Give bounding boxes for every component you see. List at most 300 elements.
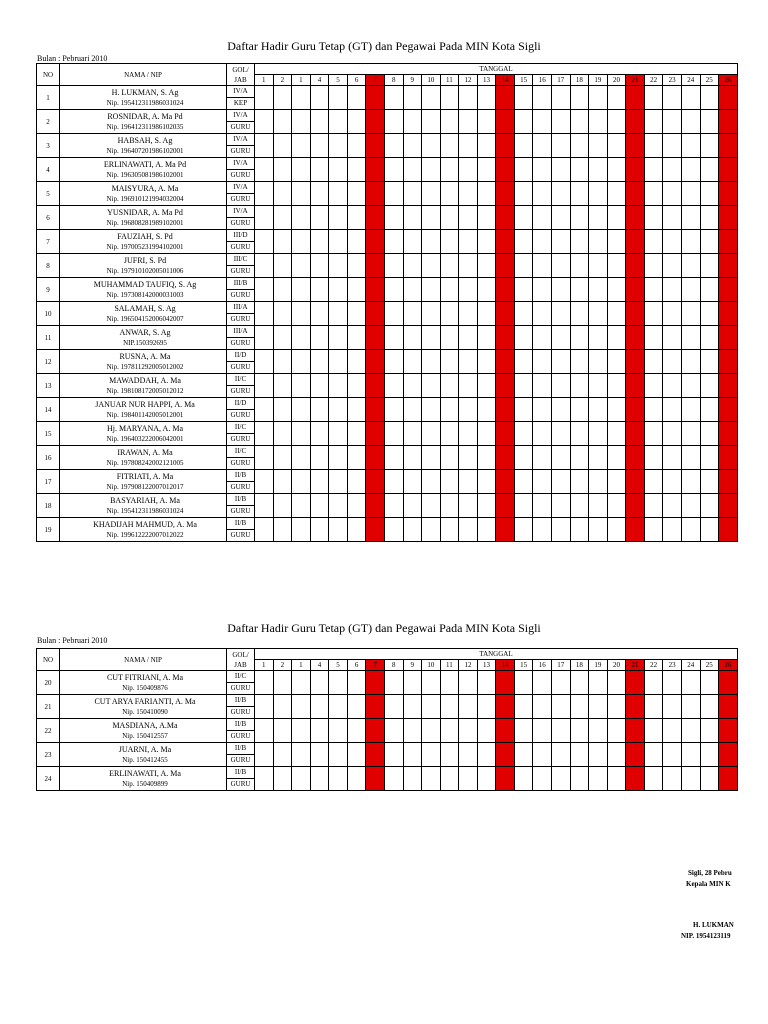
- attendance-cell[interactable]: [644, 743, 663, 767]
- attendance-cell[interactable]: [384, 446, 403, 470]
- attendance-cell[interactable]: [440, 743, 459, 767]
- attendance-cell[interactable]: [477, 302, 496, 326]
- attendance-cell[interactable]: [719, 743, 738, 767]
- attendance-cell[interactable]: [347, 671, 366, 695]
- attendance-cell[interactable]: [681, 302, 700, 326]
- attendance-cell[interactable]: [681, 86, 700, 110]
- attendance-cell[interactable]: [366, 110, 385, 134]
- attendance-cell[interactable]: [366, 743, 385, 767]
- attendance-cell[interactable]: [589, 110, 608, 134]
- attendance-cell[interactable]: [347, 719, 366, 743]
- attendance-cell[interactable]: [552, 206, 571, 230]
- attendance-cell[interactable]: [440, 302, 459, 326]
- attendance-cell[interactable]: [681, 518, 700, 542]
- attendance-cell[interactable]: [589, 182, 608, 206]
- attendance-cell[interactable]: [422, 326, 441, 350]
- attendance-cell[interactable]: [719, 767, 738, 791]
- attendance-cell[interactable]: [384, 719, 403, 743]
- attendance-cell[interactable]: [663, 398, 682, 422]
- attendance-cell[interactable]: [700, 767, 719, 791]
- attendance-cell[interactable]: [292, 350, 311, 374]
- attendance-cell[interactable]: [347, 518, 366, 542]
- attendance-cell[interactable]: [533, 470, 552, 494]
- attendance-cell[interactable]: [329, 350, 348, 374]
- attendance-cell[interactable]: [403, 470, 422, 494]
- attendance-cell[interactable]: [570, 278, 589, 302]
- attendance-cell[interactable]: [719, 182, 738, 206]
- attendance-cell[interactable]: [607, 134, 626, 158]
- attendance-cell[interactable]: [626, 446, 645, 470]
- attendance-cell[interactable]: [329, 671, 348, 695]
- attendance-cell[interactable]: [570, 422, 589, 446]
- attendance-cell[interactable]: [719, 494, 738, 518]
- attendance-cell[interactable]: [570, 398, 589, 422]
- attendance-cell[interactable]: [384, 182, 403, 206]
- attendance-cell[interactable]: [459, 278, 478, 302]
- attendance-cell[interactable]: [440, 134, 459, 158]
- attendance-cell[interactable]: [607, 254, 626, 278]
- attendance-cell[interactable]: [384, 671, 403, 695]
- attendance-cell[interactable]: [514, 230, 533, 254]
- attendance-cell[interactable]: [644, 254, 663, 278]
- attendance-cell[interactable]: [700, 230, 719, 254]
- attendance-cell[interactable]: [384, 278, 403, 302]
- attendance-cell[interactable]: [255, 278, 274, 302]
- attendance-cell[interactable]: [310, 326, 329, 350]
- attendance-cell[interactable]: [496, 743, 515, 767]
- attendance-cell[interactable]: [570, 743, 589, 767]
- attendance-cell[interactable]: [459, 743, 478, 767]
- attendance-cell[interactable]: [552, 350, 571, 374]
- attendance-cell[interactable]: [292, 695, 311, 719]
- attendance-cell[interactable]: [366, 518, 385, 542]
- attendance-cell[interactable]: [366, 182, 385, 206]
- attendance-cell[interactable]: [255, 326, 274, 350]
- attendance-cell[interactable]: [459, 374, 478, 398]
- attendance-cell[interactable]: [440, 326, 459, 350]
- attendance-cell[interactable]: [384, 743, 403, 767]
- attendance-cell[interactable]: [255, 182, 274, 206]
- attendance-cell[interactable]: [422, 743, 441, 767]
- attendance-cell[interactable]: [347, 470, 366, 494]
- attendance-cell[interactable]: [589, 278, 608, 302]
- attendance-cell[interactable]: [310, 206, 329, 230]
- attendance-cell[interactable]: [477, 110, 496, 134]
- attendance-cell[interactable]: [255, 767, 274, 791]
- attendance-cell[interactable]: [700, 446, 719, 470]
- attendance-cell[interactable]: [366, 302, 385, 326]
- attendance-cell[interactable]: [440, 671, 459, 695]
- attendance-cell[interactable]: [403, 374, 422, 398]
- attendance-cell[interactable]: [496, 86, 515, 110]
- attendance-cell[interactable]: [626, 518, 645, 542]
- attendance-cell[interactable]: [719, 446, 738, 470]
- attendance-cell[interactable]: [384, 374, 403, 398]
- attendance-cell[interactable]: [384, 494, 403, 518]
- attendance-cell[interactable]: [719, 134, 738, 158]
- attendance-cell[interactable]: [700, 278, 719, 302]
- attendance-cell[interactable]: [719, 719, 738, 743]
- attendance-cell[interactable]: [329, 110, 348, 134]
- attendance-cell[interactable]: [403, 158, 422, 182]
- attendance-cell[interactable]: [273, 518, 292, 542]
- attendance-cell[interactable]: [366, 767, 385, 791]
- attendance-cell[interactable]: [273, 374, 292, 398]
- attendance-cell[interactable]: [347, 374, 366, 398]
- attendance-cell[interactable]: [626, 398, 645, 422]
- attendance-cell[interactable]: [681, 110, 700, 134]
- attendance-cell[interactable]: [533, 182, 552, 206]
- attendance-cell[interactable]: [700, 350, 719, 374]
- attendance-cell[interactable]: [552, 374, 571, 398]
- attendance-cell[interactable]: [422, 494, 441, 518]
- attendance-cell[interactable]: [626, 206, 645, 230]
- attendance-cell[interactable]: [663, 158, 682, 182]
- attendance-cell[interactable]: [681, 230, 700, 254]
- attendance-cell[interactable]: [514, 158, 533, 182]
- attendance-cell[interactable]: [719, 278, 738, 302]
- attendance-cell[interactable]: [644, 671, 663, 695]
- attendance-cell[interactable]: [347, 743, 366, 767]
- attendance-cell[interactable]: [533, 86, 552, 110]
- attendance-cell[interactable]: [663, 374, 682, 398]
- attendance-cell[interactable]: [589, 494, 608, 518]
- attendance-cell[interactable]: [626, 278, 645, 302]
- attendance-cell[interactable]: [292, 743, 311, 767]
- attendance-cell[interactable]: [347, 767, 366, 791]
- attendance-cell[interactable]: [552, 182, 571, 206]
- attendance-cell[interactable]: [366, 422, 385, 446]
- attendance-cell[interactable]: [589, 446, 608, 470]
- attendance-cell[interactable]: [589, 350, 608, 374]
- attendance-cell[interactable]: [570, 767, 589, 791]
- attendance-cell[interactable]: [644, 767, 663, 791]
- attendance-cell[interactable]: [681, 767, 700, 791]
- attendance-cell[interactable]: [273, 278, 292, 302]
- attendance-cell[interactable]: [422, 206, 441, 230]
- attendance-cell[interactable]: [403, 230, 422, 254]
- attendance-cell[interactable]: [459, 767, 478, 791]
- attendance-cell[interactable]: [570, 206, 589, 230]
- attendance-cell[interactable]: [644, 326, 663, 350]
- attendance-cell[interactable]: [310, 719, 329, 743]
- attendance-cell[interactable]: [626, 110, 645, 134]
- attendance-cell[interactable]: [644, 446, 663, 470]
- attendance-cell[interactable]: [663, 230, 682, 254]
- attendance-cell[interactable]: [292, 374, 311, 398]
- attendance-cell[interactable]: [440, 374, 459, 398]
- attendance-cell[interactable]: [384, 326, 403, 350]
- attendance-cell[interactable]: [496, 230, 515, 254]
- attendance-cell[interactable]: [663, 671, 682, 695]
- attendance-cell[interactable]: [440, 719, 459, 743]
- attendance-cell[interactable]: [459, 326, 478, 350]
- attendance-cell[interactable]: [477, 230, 496, 254]
- attendance-cell[interactable]: [644, 719, 663, 743]
- attendance-cell[interactable]: [496, 518, 515, 542]
- attendance-cell[interactable]: [273, 110, 292, 134]
- attendance-cell[interactable]: [496, 767, 515, 791]
- attendance-cell[interactable]: [719, 695, 738, 719]
- attendance-cell[interactable]: [292, 254, 311, 278]
- attendance-cell[interactable]: [570, 254, 589, 278]
- attendance-cell[interactable]: [589, 743, 608, 767]
- attendance-cell[interactable]: [719, 422, 738, 446]
- attendance-cell[interactable]: [292, 134, 311, 158]
- attendance-cell[interactable]: [347, 134, 366, 158]
- attendance-cell[interactable]: [273, 302, 292, 326]
- attendance-cell[interactable]: [570, 158, 589, 182]
- attendance-cell[interactable]: [589, 134, 608, 158]
- attendance-cell[interactable]: [570, 671, 589, 695]
- attendance-cell[interactable]: [589, 518, 608, 542]
- attendance-cell[interactable]: [700, 470, 719, 494]
- attendance-cell[interactable]: [644, 470, 663, 494]
- attendance-cell[interactable]: [700, 374, 719, 398]
- attendance-cell[interactable]: [719, 110, 738, 134]
- attendance-cell[interactable]: [607, 110, 626, 134]
- attendance-cell[interactable]: [403, 86, 422, 110]
- attendance-cell[interactable]: [329, 302, 348, 326]
- attendance-cell[interactable]: [422, 767, 441, 791]
- attendance-cell[interactable]: [366, 695, 385, 719]
- attendance-cell[interactable]: [422, 350, 441, 374]
- attendance-cell[interactable]: [310, 398, 329, 422]
- attendance-cell[interactable]: [681, 350, 700, 374]
- attendance-cell[interactable]: [459, 86, 478, 110]
- attendance-cell[interactable]: [366, 446, 385, 470]
- attendance-cell[interactable]: [440, 230, 459, 254]
- attendance-cell[interactable]: [607, 719, 626, 743]
- attendance-cell[interactable]: [255, 302, 274, 326]
- attendance-cell[interactable]: [700, 671, 719, 695]
- attendance-cell[interactable]: [626, 302, 645, 326]
- attendance-cell[interactable]: [607, 494, 626, 518]
- attendance-cell[interactable]: [273, 86, 292, 110]
- attendance-cell[interactable]: [533, 278, 552, 302]
- attendance-cell[interactable]: [477, 518, 496, 542]
- attendance-cell[interactable]: [607, 278, 626, 302]
- attendance-cell[interactable]: [422, 374, 441, 398]
- attendance-cell[interactable]: [570, 302, 589, 326]
- attendance-cell[interactable]: [663, 134, 682, 158]
- attendance-cell[interactable]: [366, 134, 385, 158]
- attendance-cell[interactable]: [700, 158, 719, 182]
- attendance-cell[interactable]: [255, 494, 274, 518]
- attendance-cell[interactable]: [477, 470, 496, 494]
- attendance-cell[interactable]: [533, 398, 552, 422]
- attendance-cell[interactable]: [533, 110, 552, 134]
- attendance-cell[interactable]: [663, 350, 682, 374]
- attendance-cell[interactable]: [347, 326, 366, 350]
- attendance-cell[interactable]: [607, 302, 626, 326]
- attendance-cell[interactable]: [440, 494, 459, 518]
- attendance-cell[interactable]: [459, 719, 478, 743]
- attendance-cell[interactable]: [719, 302, 738, 326]
- attendance-cell[interactable]: [459, 230, 478, 254]
- attendance-cell[interactable]: [496, 278, 515, 302]
- attendance-cell[interactable]: [589, 374, 608, 398]
- attendance-cell[interactable]: [273, 398, 292, 422]
- attendance-cell[interactable]: [552, 110, 571, 134]
- attendance-cell[interactable]: [384, 110, 403, 134]
- attendance-cell[interactable]: [719, 230, 738, 254]
- attendance-cell[interactable]: [477, 422, 496, 446]
- attendance-cell[interactable]: [477, 671, 496, 695]
- attendance-cell[interactable]: [570, 182, 589, 206]
- attendance-cell[interactable]: [663, 767, 682, 791]
- attendance-cell[interactable]: [310, 350, 329, 374]
- attendance-cell[interactable]: [681, 743, 700, 767]
- attendance-cell[interactable]: [514, 182, 533, 206]
- attendance-cell[interactable]: [366, 719, 385, 743]
- attendance-cell[interactable]: [589, 158, 608, 182]
- attendance-cell[interactable]: [719, 158, 738, 182]
- attendance-cell[interactable]: [514, 302, 533, 326]
- attendance-cell[interactable]: [273, 134, 292, 158]
- attendance-cell[interactable]: [589, 398, 608, 422]
- attendance-cell[interactable]: [384, 422, 403, 446]
- attendance-cell[interactable]: [440, 518, 459, 542]
- attendance-cell[interactable]: [310, 695, 329, 719]
- attendance-cell[interactable]: [366, 230, 385, 254]
- attendance-cell[interactable]: [496, 671, 515, 695]
- attendance-cell[interactable]: [310, 158, 329, 182]
- attendance-cell[interactable]: [477, 446, 496, 470]
- attendance-cell[interactable]: [514, 110, 533, 134]
- attendance-cell[interactable]: [496, 206, 515, 230]
- attendance-cell[interactable]: [700, 86, 719, 110]
- attendance-cell[interactable]: [273, 743, 292, 767]
- attendance-cell[interactable]: [422, 158, 441, 182]
- attendance-cell[interactable]: [329, 695, 348, 719]
- attendance-cell[interactable]: [570, 86, 589, 110]
- attendance-cell[interactable]: [552, 767, 571, 791]
- attendance-cell[interactable]: [292, 206, 311, 230]
- attendance-cell[interactable]: [440, 86, 459, 110]
- attendance-cell[interactable]: [589, 302, 608, 326]
- attendance-cell[interactable]: [552, 230, 571, 254]
- attendance-cell[interactable]: [607, 446, 626, 470]
- attendance-cell[interactable]: [626, 374, 645, 398]
- attendance-cell[interactable]: [477, 182, 496, 206]
- attendance-cell[interactable]: [292, 110, 311, 134]
- attendance-cell[interactable]: [607, 695, 626, 719]
- attendance-cell[interactable]: [403, 182, 422, 206]
- attendance-cell[interactable]: [552, 719, 571, 743]
- attendance-cell[interactable]: [681, 398, 700, 422]
- attendance-cell[interactable]: [347, 254, 366, 278]
- attendance-cell[interactable]: [440, 446, 459, 470]
- attendance-cell[interactable]: [570, 518, 589, 542]
- attendance-cell[interactable]: [273, 719, 292, 743]
- attendance-cell[interactable]: [719, 326, 738, 350]
- attendance-cell[interactable]: [570, 446, 589, 470]
- attendance-cell[interactable]: [422, 422, 441, 446]
- attendance-cell[interactable]: [422, 110, 441, 134]
- attendance-cell[interactable]: [496, 158, 515, 182]
- attendance-cell[interactable]: [644, 422, 663, 446]
- attendance-cell[interactable]: [459, 182, 478, 206]
- attendance-cell[interactable]: [700, 743, 719, 767]
- attendance-cell[interactable]: [422, 86, 441, 110]
- attendance-cell[interactable]: [496, 254, 515, 278]
- attendance-cell[interactable]: [552, 158, 571, 182]
- attendance-cell[interactable]: [329, 719, 348, 743]
- attendance-cell[interactable]: [496, 446, 515, 470]
- attendance-cell[interactable]: [700, 110, 719, 134]
- attendance-cell[interactable]: [719, 206, 738, 230]
- attendance-cell[interactable]: [514, 350, 533, 374]
- attendance-cell[interactable]: [273, 350, 292, 374]
- attendance-cell[interactable]: [329, 398, 348, 422]
- attendance-cell[interactable]: [384, 398, 403, 422]
- attendance-cell[interactable]: [663, 254, 682, 278]
- attendance-cell[interactable]: [589, 719, 608, 743]
- attendance-cell[interactable]: [366, 326, 385, 350]
- attendance-cell[interactable]: [514, 86, 533, 110]
- attendance-cell[interactable]: [719, 398, 738, 422]
- attendance-cell[interactable]: [496, 134, 515, 158]
- attendance-cell[interactable]: [626, 254, 645, 278]
- attendance-cell[interactable]: [552, 671, 571, 695]
- attendance-cell[interactable]: [681, 182, 700, 206]
- attendance-cell[interactable]: [663, 278, 682, 302]
- attendance-cell[interactable]: [459, 695, 478, 719]
- attendance-cell[interactable]: [459, 494, 478, 518]
- attendance-cell[interactable]: [292, 182, 311, 206]
- attendance-cell[interactable]: [292, 470, 311, 494]
- attendance-cell[interactable]: [589, 86, 608, 110]
- attendance-cell[interactable]: [681, 278, 700, 302]
- attendance-cell[interactable]: [255, 470, 274, 494]
- attendance-cell[interactable]: [477, 719, 496, 743]
- attendance-cell[interactable]: [700, 719, 719, 743]
- attendance-cell[interactable]: [626, 134, 645, 158]
- attendance-cell[interactable]: [403, 134, 422, 158]
- attendance-cell[interactable]: [663, 302, 682, 326]
- attendance-cell[interactable]: [422, 302, 441, 326]
- attendance-cell[interactable]: [459, 446, 478, 470]
- attendance-cell[interactable]: [533, 374, 552, 398]
- attendance-cell[interactable]: [552, 695, 571, 719]
- attendance-cell[interactable]: [663, 182, 682, 206]
- attendance-cell[interactable]: [477, 743, 496, 767]
- attendance-cell[interactable]: [347, 158, 366, 182]
- attendance-cell[interactable]: [681, 719, 700, 743]
- attendance-cell[interactable]: [273, 494, 292, 518]
- attendance-cell[interactable]: [496, 695, 515, 719]
- attendance-cell[interactable]: [700, 326, 719, 350]
- attendance-cell[interactable]: [589, 230, 608, 254]
- attendance-cell[interactable]: [329, 134, 348, 158]
- attendance-cell[interactable]: [422, 134, 441, 158]
- attendance-cell[interactable]: [719, 254, 738, 278]
- attendance-cell[interactable]: [626, 470, 645, 494]
- attendance-cell[interactable]: [514, 422, 533, 446]
- attendance-cell[interactable]: [607, 518, 626, 542]
- attendance-cell[interactable]: [347, 494, 366, 518]
- attendance-cell[interactable]: [626, 158, 645, 182]
- attendance-cell[interactable]: [366, 278, 385, 302]
- attendance-cell[interactable]: [514, 398, 533, 422]
- attendance-cell[interactable]: [329, 374, 348, 398]
- attendance-cell[interactable]: [403, 494, 422, 518]
- attendance-cell[interactable]: [533, 518, 552, 542]
- attendance-cell[interactable]: [384, 695, 403, 719]
- attendance-cell[interactable]: [644, 302, 663, 326]
- attendance-cell[interactable]: [403, 278, 422, 302]
